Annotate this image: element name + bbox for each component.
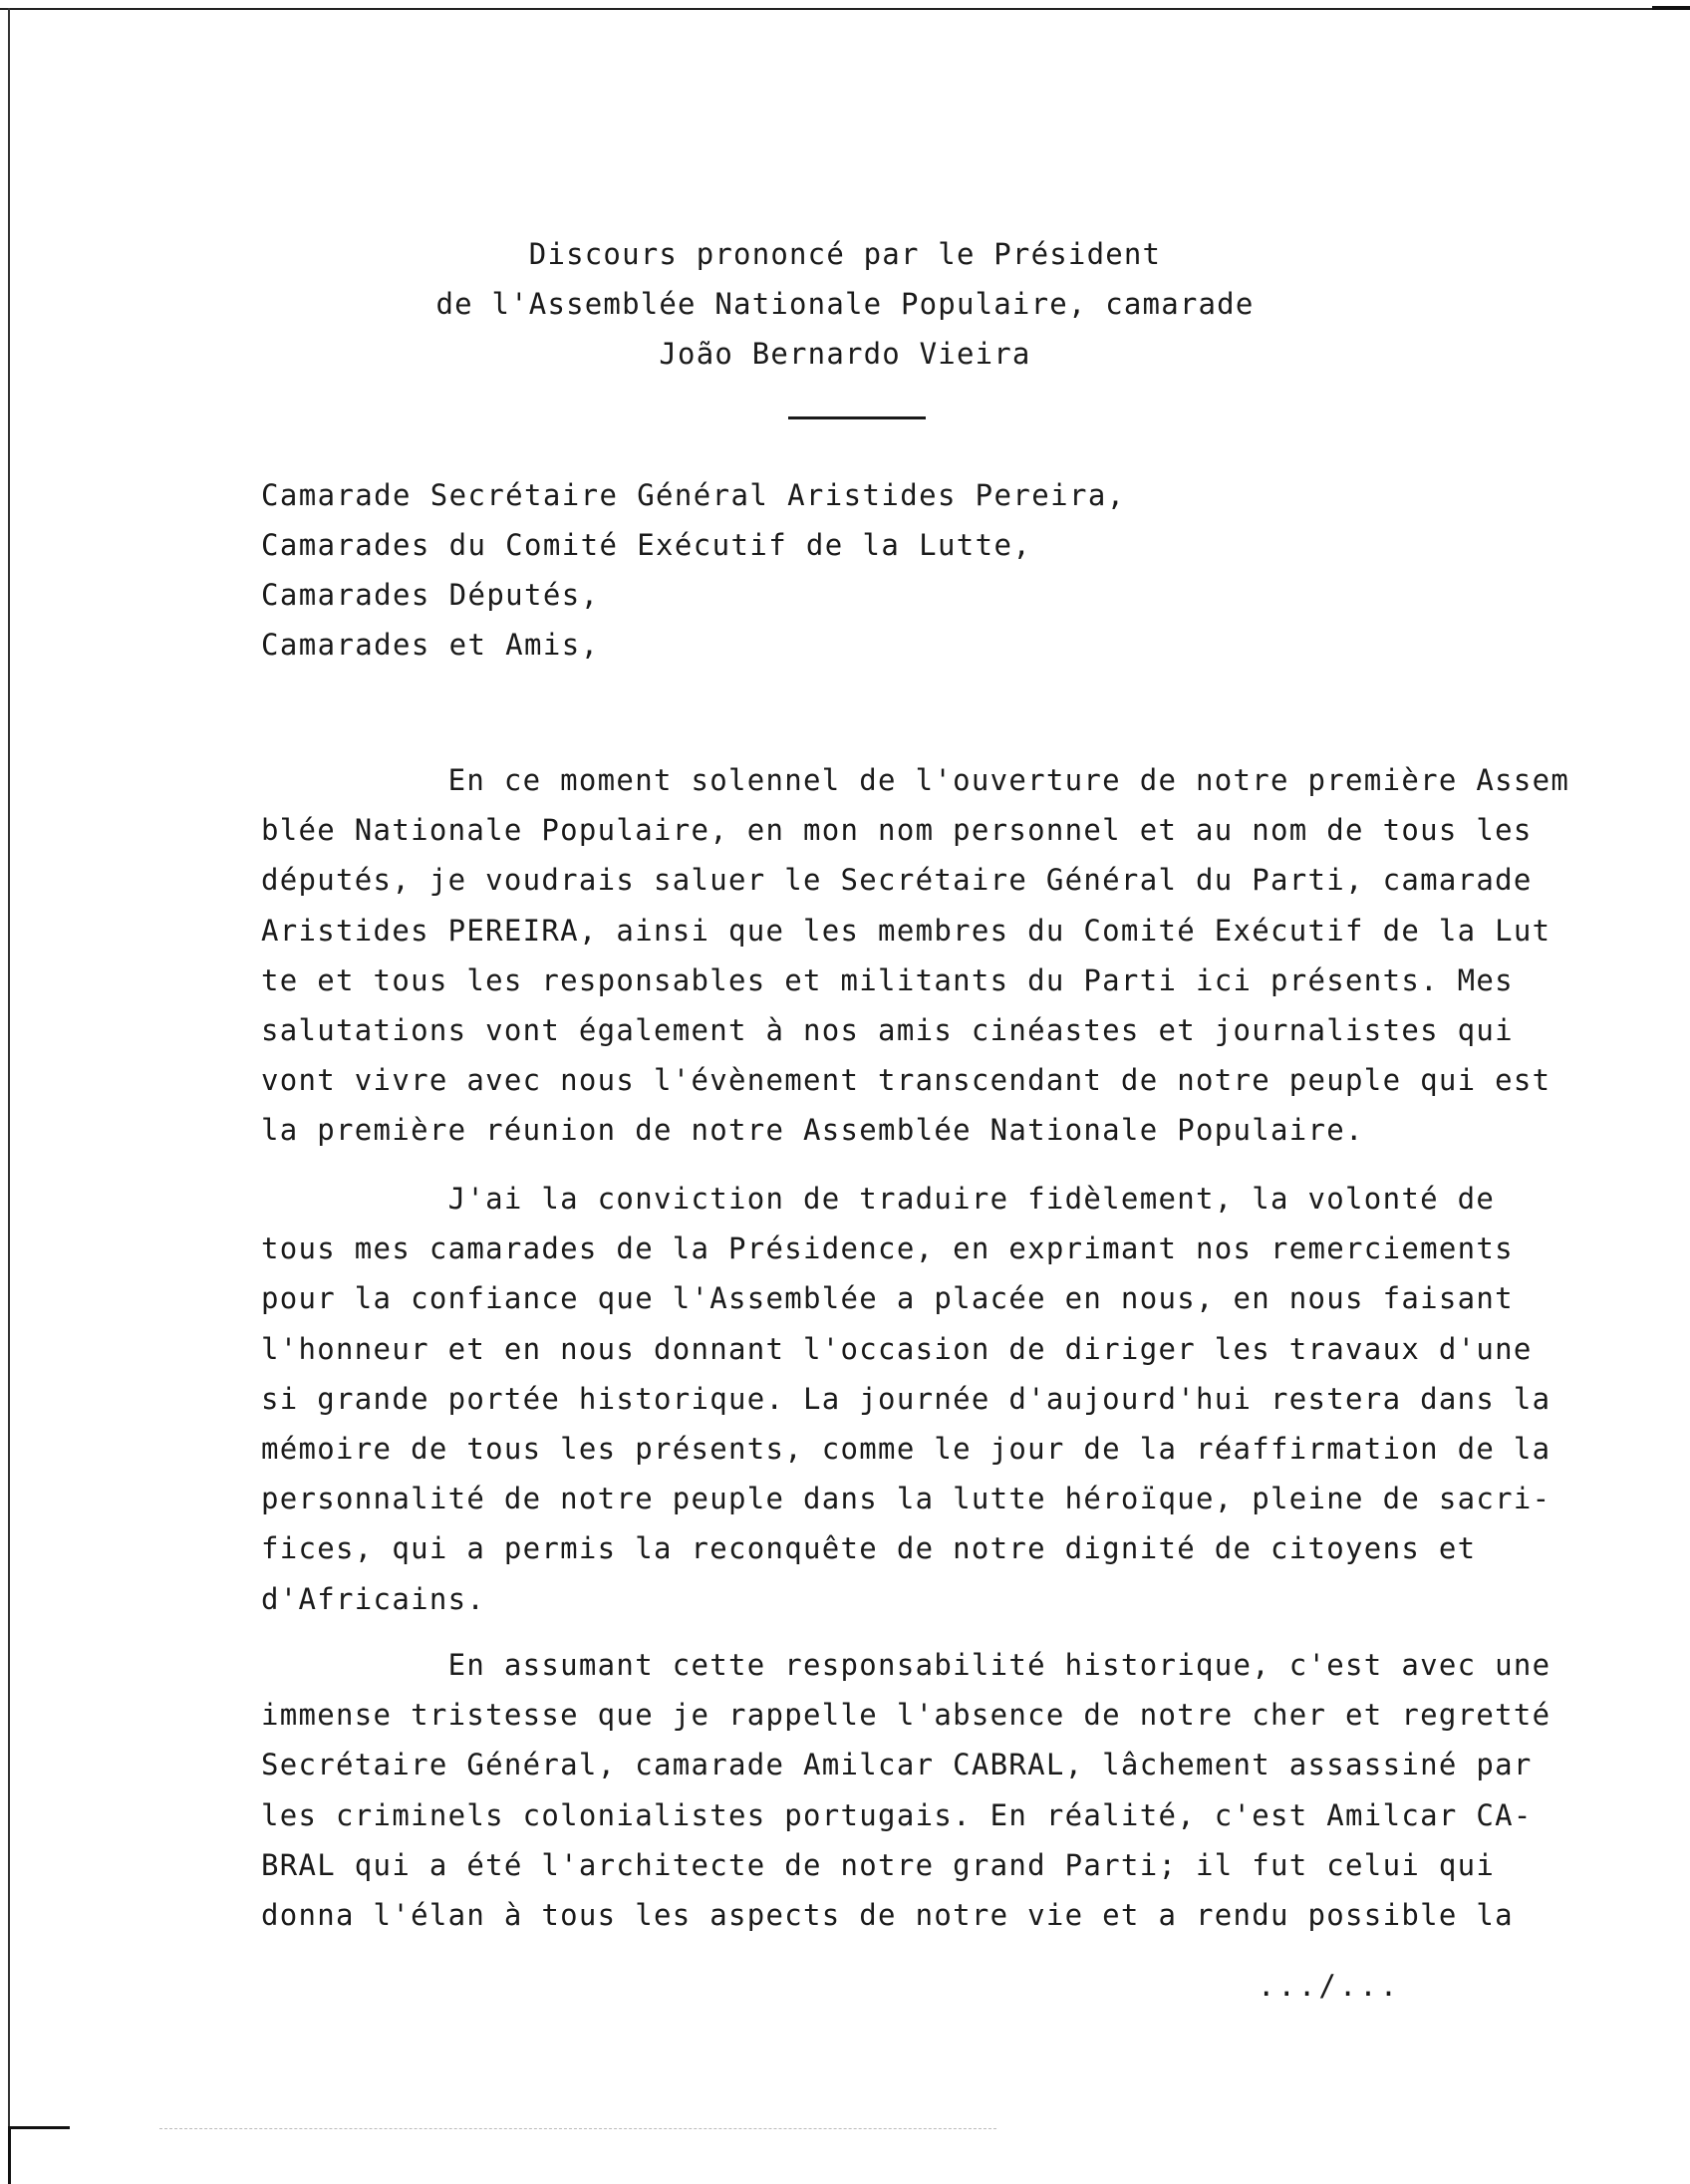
salutation-line: Camarade Secrétaire Général Aristides Pereira,: [261, 478, 1126, 512]
paragraph-1: [261, 755, 1616, 1156]
salutation-line: Camarades du Comité Exécutif de la Lutte,: [261, 528, 1032, 562]
text-line: les criminels colonialistes portugais. En réalité, c'est Amilcar CA-: [261, 1797, 1533, 1832]
text-line: Aristides PEREIRA, ainsi que les membres du Comité Exécutif de la Lut: [261, 913, 1551, 948]
page-edge-top-right-mark: [1652, 6, 1690, 10]
text-line: la première réunion de notre Assemblée Nationale Populaire.: [261, 1113, 1364, 1148]
text-line: En ce moment solennel de l'ouverture de notre première Assem: [261, 763, 1570, 797]
text-line: J'ai la conviction de traduire fidèlement, la volonté de: [261, 1182, 1496, 1216]
salutation-block: [261, 470, 1126, 670]
text-line: te et tous les responsables et militants du Parti ici présents. Mes: [261, 962, 1514, 997]
page-edge-bottom-left-mark: [8, 2126, 11, 2184]
page-edge-top: [0, 8, 1658, 10]
text-line: blée Nationale Populaire, en mon nom personnel et au nom de tous les: [261, 813, 1533, 848]
text-line: immense tristesse que je rappelle l'absence de notre cher et regretté: [261, 1698, 1551, 1733]
text-line: si grande portée historique. La journée d'aujourd'hui restera dans la: [261, 1381, 1551, 1416]
text-line: Secrétaire Général, camarade Amilcar CABRAL, lâchement assassiné par: [261, 1748, 1533, 1782]
text-line: personnalité de notre peuple dans la lutte héroïque, pleine de sacri-: [261, 1482, 1551, 1516]
salutation-line: Camarades Députés,: [261, 578, 600, 612]
paragraph-3: [261, 1640, 1616, 1940]
text-line: d'Africains.: [261, 1581, 486, 1616]
salutation-line: Camarades et Amis,: [261, 628, 600, 662]
text-line: BRAL qui a été l'architecte de notre grand Parti; il fut celui qui: [261, 1847, 1496, 1882]
text-line: salutations vont également à nos amis cinéastes et journalistes qui: [261, 1013, 1514, 1048]
text-line: En assumant cette responsabilité historique, c'est avec une: [261, 1648, 1551, 1682]
paragraph-2: [261, 1174, 1616, 1624]
heading-line-1: Discours prononcé par le Président: [528, 237, 1162, 271]
text-line: députés, je voudrais saluer le Secrétaire Général du Parti, camarade: [261, 863, 1533, 898]
heading-line-3: João Bernardo Vieira: [659, 337, 1031, 371]
text-line: l'honneur et en nous donnant l'occasion de diriger les travaux d'une: [261, 1331, 1533, 1366]
continuation-marker: .../...: [1258, 1969, 1401, 2003]
page-edge-bottom-dotted: [159, 2128, 996, 2129]
heading-underline: [788, 416, 926, 419]
text-line: pour la confiance que l'Assemblée a placée en nous, en nous faisant: [261, 1281, 1514, 1316]
text-line: donna l'élan à tous les aspects de notre vie et a rendu possible la: [261, 1898, 1514, 1933]
text-line: fices, qui a permis la reconquête de notre dignité de citoyens et: [261, 1531, 1477, 1566]
document-heading: [0, 229, 1690, 379]
page-edge-bottom-mark: [8, 2126, 70, 2129]
text-line: mémoire de tous les présents, comme le jour de la réaffirmation de la: [261, 1432, 1551, 1467]
text-line: vont vivre avec nous l'évènement transcendant de notre peuple qui est: [261, 1063, 1551, 1098]
heading-line-2: de l'Assemblée Nationale Populaire, camarade: [435, 287, 1255, 321]
text-line: tous mes camarades de la Présidence, en exprimant nos remerciements: [261, 1231, 1514, 1266]
